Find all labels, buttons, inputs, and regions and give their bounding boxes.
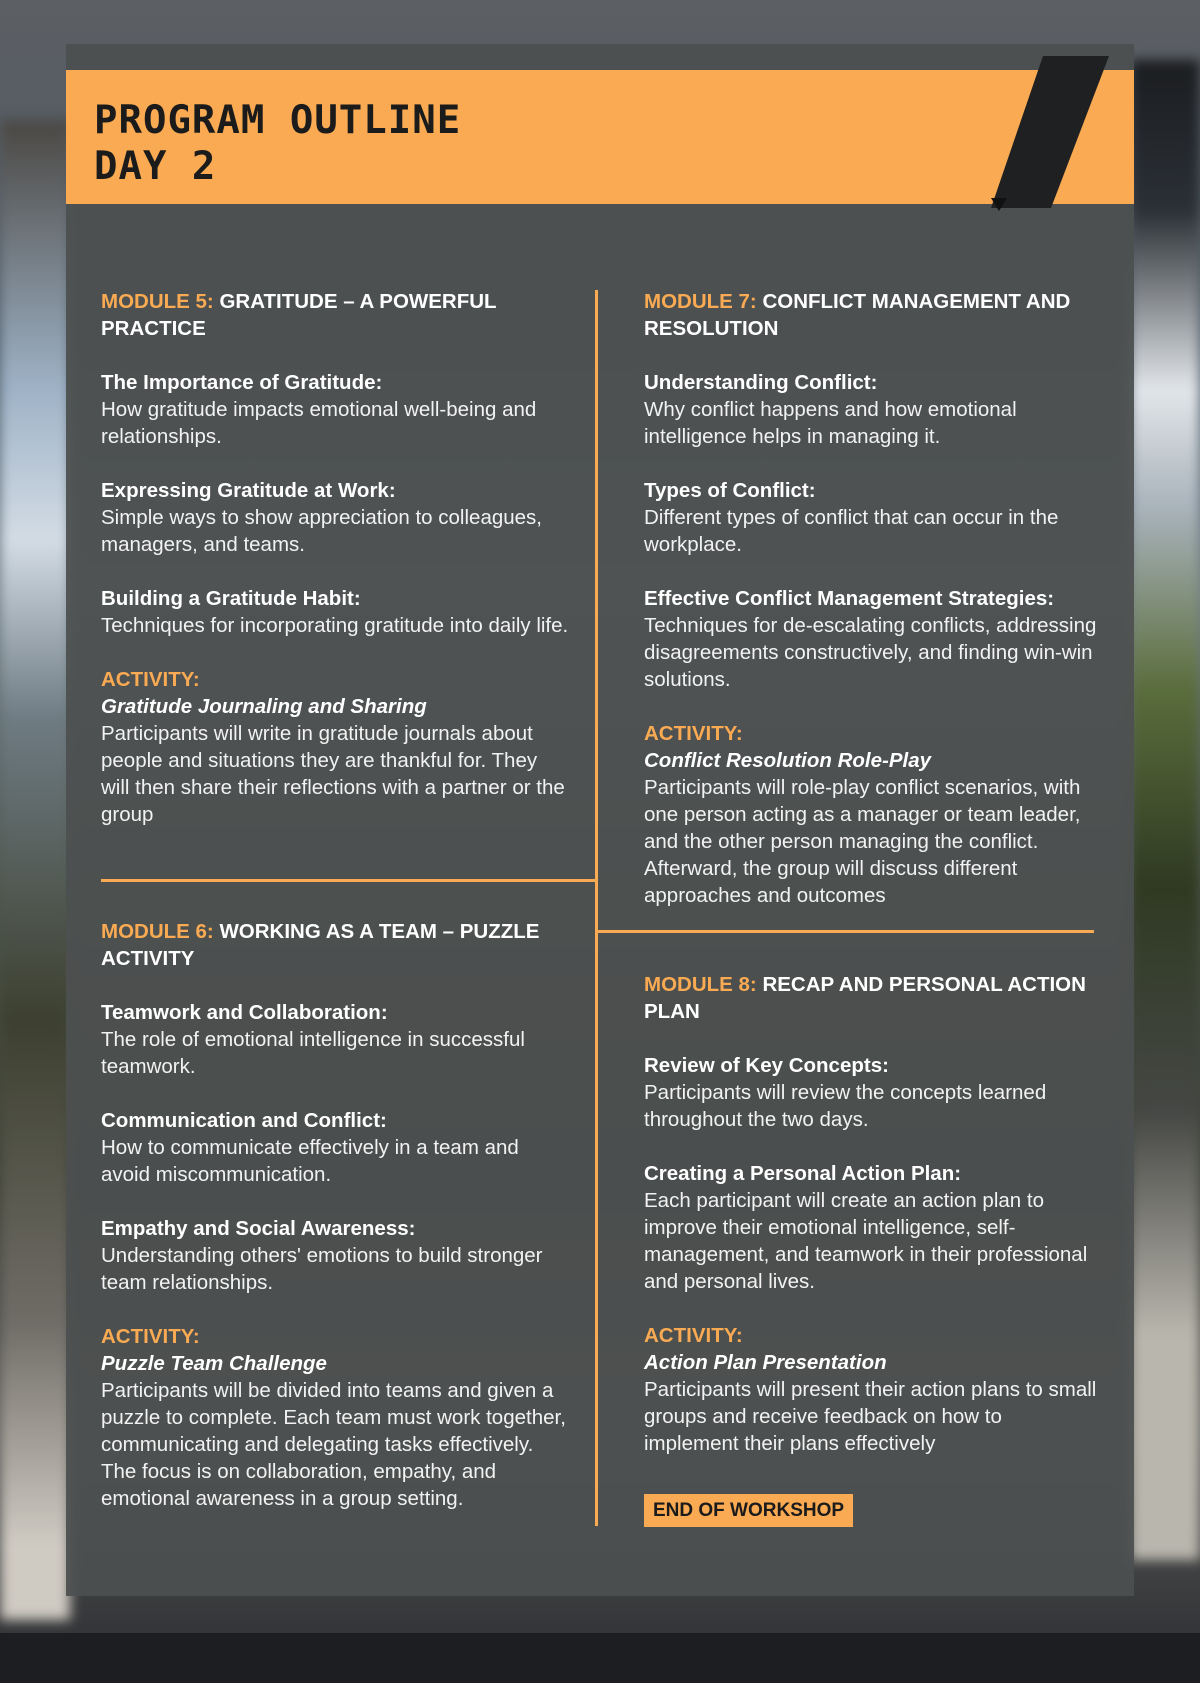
item-heading: Expressing Gratitude at Work: (101, 479, 396, 502)
module-7-heading: CONFLICT MANAGEMENT AND RESOLUTION (644, 290, 1071, 340)
module-6-item (101, 1107, 571, 1188)
item-heading: Communication and Conflict: (101, 1109, 387, 1132)
item-text: Why conflict happens and how emotional intelligence helps in managing it. (644, 398, 1017, 448)
activity-name: Gratitude Journaling and Sharing (101, 695, 427, 718)
activity-text: Participants will present their action plans to small groups and receive feedback on how to implement their plans effectively (644, 1378, 1097, 1455)
module-5-item (101, 369, 571, 450)
item-text: How to communicate effectively in a team and avoid miscommunication. (101, 1136, 519, 1186)
module-7-item (644, 477, 1102, 558)
module-8-item (644, 1052, 1102, 1133)
item-text: Understanding others' emotions to build stronger team relationships. (101, 1244, 543, 1294)
column-divider (595, 290, 598, 1526)
module-8-item (644, 1160, 1102, 1295)
item-heading: Understanding Conflict: (644, 371, 878, 394)
module-6 (101, 918, 571, 1539)
activity-label: ACTIVITY: (101, 668, 200, 691)
item-text: Different types of conflict that can occur in the workplace. (644, 506, 1059, 556)
activity-label: ACTIVITY: (101, 1325, 200, 1348)
item-text: Techniques for incorporating gratitude into daily life. (101, 614, 569, 637)
background-blur-right (1130, 60, 1200, 1560)
module-8-heading: RECAP AND PERSONAL ACTION PLAN (644, 973, 1086, 1023)
activity-text: Participants will write in gratitude journals about people and situations they are thankful for. They will then share their reflections with a partner or the group (101, 722, 565, 826)
item-text: Each participant will create an action plan to improve their emotional intelligence, self-management, and teamwork in their professional and personal lives. (644, 1189, 1088, 1293)
module-7-item (644, 369, 1102, 450)
item-text: The role of emotional intelligence in successful teamwork. (101, 1028, 525, 1078)
module-7-number: MODULE 7: (644, 290, 757, 313)
module-5-activity (101, 666, 571, 828)
module-6-title (101, 918, 571, 972)
module-7-title (644, 288, 1102, 342)
activity-label: ACTIVITY: (644, 722, 743, 745)
item-heading: Types of Conflict: (644, 479, 816, 502)
activity-name: Puzzle Team Challenge (101, 1352, 327, 1375)
module-7 (644, 288, 1102, 909)
module-8-activity (644, 1322, 1102, 1457)
item-heading: Building a Gratitude Habit: (101, 587, 361, 610)
item-heading: The Importance of Gratitude: (101, 371, 383, 394)
item-heading: Effective Conflict Management Strategies: (644, 587, 1055, 610)
module-6-number: MODULE 6: (101, 920, 214, 943)
ribbon-decoration (991, 56, 1111, 226)
module-5-title (101, 288, 571, 342)
module-6-item (101, 1215, 571, 1296)
module-6-heading: WORKING AS A TEAM – PUZZLE ACTIVITY (101, 920, 540, 970)
item-text: Techniques for de-escalating conflicts, addressing disagreements constructively, and finding win-win solutions. (644, 614, 1097, 691)
right-column (644, 288, 1102, 1455)
module-5-heading: GRATITUDE – A POWERFUL PRACTICE (101, 290, 497, 340)
title-line-1: PROGRAM OUTLINE (94, 98, 462, 143)
module-6-activity (101, 1323, 571, 1512)
module-8-number: MODULE 8: (644, 973, 757, 996)
activity-name: Action Plan Presentation (644, 1351, 887, 1374)
module-5-number: MODULE 5: (101, 290, 214, 313)
section-divider-left (101, 879, 595, 882)
header-banner (66, 70, 1134, 204)
left-column (101, 288, 571, 1510)
activity-text: Participants will role-play conflict scenarios, with one person acting as a manager or team leader, and the other person managing the conflict. Afterward, the group will discuss different approaches and outcomes (644, 776, 1081, 907)
bottom-bar (0, 1633, 1200, 1683)
item-text: Simple ways to show appreciation to colleagues, managers, and teams. (101, 506, 542, 556)
ribbon-shape (991, 56, 1109, 208)
module-5 (101, 288, 571, 828)
module-6-item (101, 999, 571, 1080)
module-7-item (644, 585, 1102, 693)
module-7-activity (644, 720, 1102, 909)
item-heading: Review of Key Concepts: (644, 1054, 889, 1077)
module-5-item (101, 585, 571, 639)
page-title (94, 98, 461, 190)
activity-label: ACTIVITY: (644, 1324, 743, 1347)
end-of-workshop-badge: END OF WORKSHOP (644, 1494, 853, 1527)
activity-text: Participants will be divided into teams and given a puzzle to complete. Each team must work together, communicating and delegating tasks effectively. The focus is on collaboration, empathy, and emotional awareness in a group setting. (101, 1379, 566, 1510)
item-text: Participants will review the concepts learned throughout the two days. (644, 1081, 1047, 1131)
background-blur-left (0, 120, 70, 1620)
item-heading: Creating a Personal Action Plan: (644, 1162, 962, 1185)
title-line-2: DAY 2 (94, 144, 217, 189)
activity-name: Conflict Resolution Role-Play (644, 749, 932, 772)
module-5-item (101, 477, 571, 558)
item-heading: Teamwork and Collaboration: (101, 1001, 388, 1024)
module-8 (644, 971, 1102, 1484)
module-8-title (644, 971, 1102, 1025)
item-text: How gratitude impacts emotional well-being and relationships. (101, 398, 537, 448)
outline-card (66, 44, 1134, 1596)
item-heading: Empathy and Social Awareness: (101, 1217, 416, 1240)
